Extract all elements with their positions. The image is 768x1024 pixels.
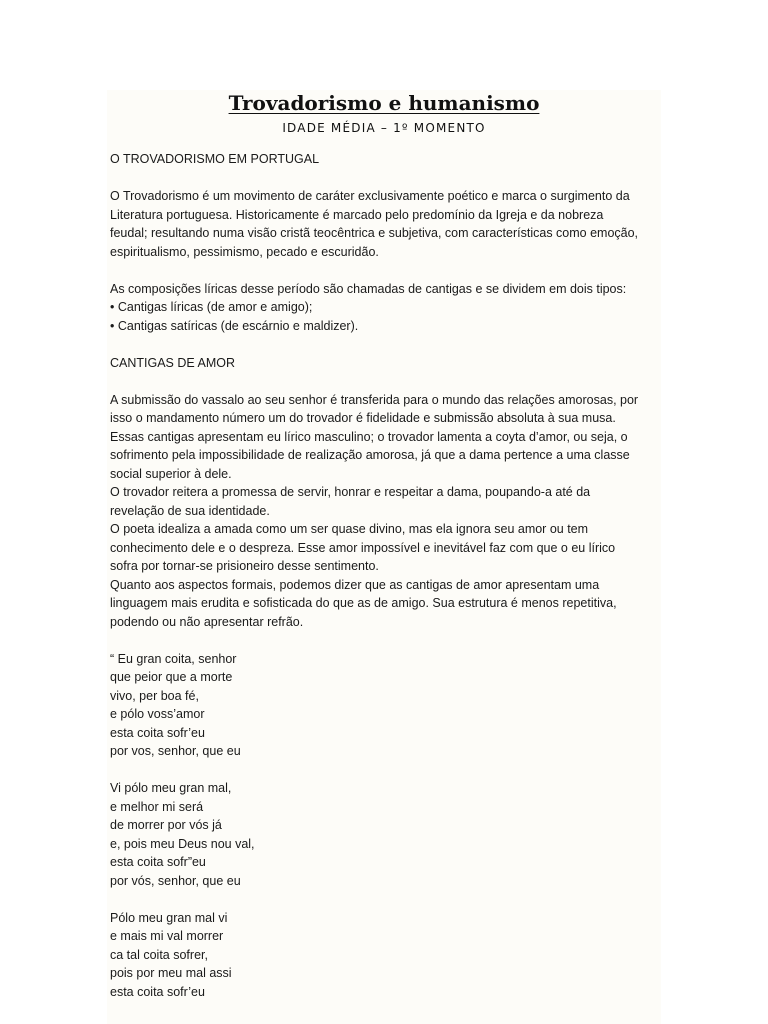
text-line: O TROVADORISMO EM PORTUGAL (110, 152, 320, 166)
text-line: • Cantigas líricas (de amor e amigo); (110, 300, 313, 314)
text-line: “ Eu gran coita, senhor (110, 651, 237, 666)
paragraph-spacer (110, 761, 660, 780)
text-line: O Trovadorismo é um movimento de caráter exclusivamente poético e marca o surgimento da (110, 189, 630, 203)
text-line: por vós, senhor, que eu (110, 873, 241, 888)
text-line: conhecimento dele e o despreza. Esse amor impossível e inevitável faz com que o eu lírico (110, 540, 616, 555)
paragraph (110, 909, 660, 1002)
paragraph-spacer (110, 890, 660, 909)
text-line: de morrer por vós já (110, 818, 222, 832)
paragraph (110, 187, 660, 261)
text-line: que peior que a morte (110, 670, 233, 684)
text-line: Essas cantigas apresentam eu lírico masculino; o trovador lamenta a coyta d’amor, ou seja, o (110, 429, 628, 444)
paragraph (110, 354, 660, 373)
text-line: pois por meu mal assi (110, 966, 232, 980)
text-line: esta coita sofr’eu (110, 984, 205, 999)
paragraph-spacer (110, 261, 660, 280)
text-line: Literatura portuguesa. Historicamente é marcado pelo predomínio da Igreja e da nobreza (110, 207, 604, 222)
text-line: Vi pólo meu gran mal, (110, 781, 232, 795)
text-line: feudal; resultando numa visão cristã teocêntrica e subjetiva, com características como emoção, (110, 226, 639, 240)
document-page (107, 90, 661, 1024)
document-body (110, 150, 660, 1001)
text-line: esta coita sofr”eu (110, 855, 206, 869)
paragraph-spacer (110, 631, 660, 650)
text-line: e mais mi val morrer (110, 929, 224, 943)
text-line: Quanto aos aspectos formais, podemos dizer que as cantigas de amor apresentam uma (110, 577, 600, 592)
text-line: sofrimento pela impossibilidade de realização amorosa, já que a dama pertence a uma classe (110, 448, 630, 462)
text-line: O trovador reitera a promessa de servir, honrar e respeitar a dama, poupando-a até da (110, 485, 591, 499)
text-line: e pólo voss’amor (110, 707, 205, 721)
text-line: vivo, per boa fé, (110, 688, 199, 703)
text-line: A submissão do vassalo ao seu senhor é transferida para o mundo das relações amorosas, por (110, 392, 639, 407)
text-line: O poeta idealiza a amada como um ser quase divino, mas ela ignora seu amor ou tem (110, 522, 589, 536)
document-subtitle: IDADE MÉDIA – 1º MOMENTO (282, 121, 486, 135)
paragraph (110, 391, 660, 632)
paragraph-spacer (110, 335, 660, 354)
text-line: ca tal coita sofrer, (110, 947, 208, 962)
text-line: As composições líricas desse período são chamadas de cantigas e se dividem em dois tipos: (110, 281, 627, 296)
text-line: revelação de sua identidade. (110, 503, 270, 518)
paragraph (110, 280, 660, 336)
paragraph-spacer (110, 372, 660, 391)
paragraph-spacer (110, 169, 660, 188)
text-line: linguagem mais erudita e sofisticada do que as de amigo. Sua estrutura é menos repetitiva, (110, 596, 617, 610)
text-line: espiritualismo, pessimismo, pecado e escuridão. (110, 244, 379, 259)
document-title-text: Trovadorismo e humanismo (228, 91, 540, 115)
text-line: isso o mandamento número um do trovador é fidelidade e submissão absoluta à sua musa. (110, 411, 616, 425)
text-line: podendo ou não apresentar refrão. (110, 614, 304, 629)
text-line: social superior à dele. (110, 466, 232, 481)
text-line: e, pois meu Deus nou val, (110, 836, 255, 851)
text-line: sofra por tornar-se prisioneiro desse sentimento. (110, 559, 379, 573)
paragraph (110, 650, 660, 761)
document-title (107, 90, 661, 116)
text-line: CANTIGAS DE AMOR (110, 355, 236, 370)
text-line: • Cantigas satíricas (de escárnio e maldizer). (110, 318, 359, 333)
text-line: e melhor mi será (110, 799, 204, 814)
text-line: Pólo meu gran mal vi (110, 910, 228, 925)
text-line: esta coita sofr’eu (110, 725, 205, 740)
paragraph (110, 779, 660, 890)
text-line: por vos, senhor, que eu (110, 744, 241, 758)
paragraph (110, 150, 660, 169)
